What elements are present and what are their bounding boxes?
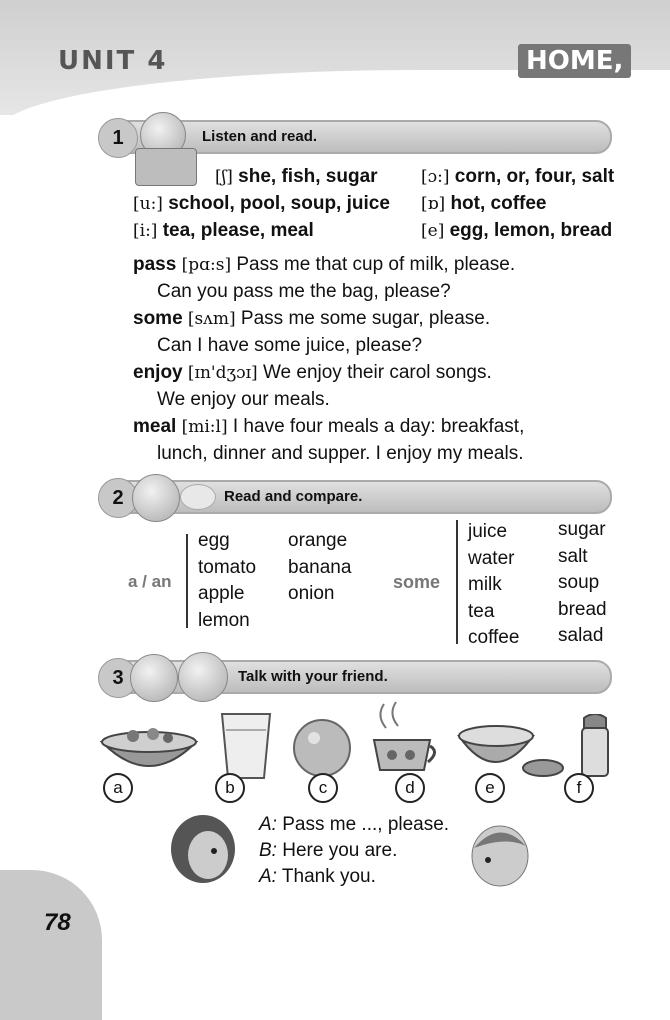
vocab-transcription: [ɪn'dʒɔɪ] (187, 363, 258, 383)
list-item: onion (288, 583, 335, 604)
footer-tab (0, 870, 102, 1020)
orange-icon (292, 718, 352, 778)
sound-symbol: [e] (421, 221, 445, 241)
list-item: coffee (468, 627, 520, 648)
divider (186, 534, 188, 628)
section1-title: Listen and read. (202, 128, 318, 145)
article-label: a / an (128, 572, 172, 591)
boy-face-icon (130, 654, 178, 702)
picture-label: f (564, 773, 594, 803)
sound-words: egg, lemon, bread (449, 220, 613, 241)
vocab-word: enjoy (133, 362, 183, 383)
dialog-text: Thank you. (281, 866, 376, 887)
dialog-line (259, 840, 397, 862)
milk-glass-icon (218, 710, 274, 782)
section2-number: 2 (98, 478, 138, 518)
picture-label: c (308, 773, 338, 803)
word-list (558, 517, 607, 650)
dialog-speaker: A: (259, 866, 277, 887)
list-item: water (468, 547, 515, 569)
list-item: banana (288, 556, 352, 578)
vocab-word: meal (133, 416, 177, 437)
picture-label: a (103, 773, 133, 803)
word-list (198, 528, 256, 634)
list-item: soup (558, 572, 600, 593)
list-item: sugar (558, 519, 606, 540)
vocab-transcription: [mi:l] (181, 417, 228, 437)
dialog-line (259, 866, 376, 888)
dialog-line (259, 814, 449, 836)
list-item: orange (288, 530, 348, 551)
dialog-speaker: A: (259, 814, 277, 835)
sound-symbol: [u:] (133, 194, 163, 214)
tea-cup-icon (370, 700, 440, 780)
vocab-entry (133, 362, 492, 384)
sound-row (133, 220, 314, 242)
sound-row (421, 193, 547, 215)
section3-title: Talk with your friend. (238, 668, 388, 685)
vocab-word: some (133, 308, 183, 329)
girl-face-icon (178, 652, 228, 702)
soup-tureen-icon (455, 712, 565, 782)
vocab-transcription: [sʌm] (187, 309, 236, 329)
vocab-example: I have four meals a day: breakfast, (232, 416, 525, 437)
sound-symbol: [i:] (133, 221, 158, 241)
sound-symbol: [ɔ:] (421, 167, 450, 187)
some-label: some (393, 572, 441, 592)
vocab-example: We enjoy our meals. (157, 389, 330, 410)
smiley-face-icon (132, 474, 180, 522)
list-item: salt (558, 545, 588, 567)
list-item: juice (468, 521, 508, 542)
word-list (468, 519, 519, 652)
vocab-word: pass (133, 254, 177, 275)
list-item: lemon (198, 609, 250, 631)
sound-words: hot, coffee (450, 193, 547, 214)
picture-label: d (395, 773, 425, 803)
sound-symbol: [ʃ] (215, 167, 233, 187)
girl-portrait-icon (168, 813, 238, 889)
vocab-transcription: [pɑ:s] (181, 255, 232, 275)
unit-badge: HOME, (518, 44, 631, 78)
vocab-entry (133, 308, 490, 330)
dialog-text: Pass me ..., please. (282, 814, 450, 835)
list-item: apple (198, 583, 245, 604)
vocab-example: Pass me that cup of milk, please. (236, 254, 516, 275)
vocab-entry (133, 254, 515, 276)
sound-row (421, 166, 614, 188)
dialog-text: Here you are. (282, 840, 398, 861)
dialog-speaker: B: (259, 840, 277, 861)
sound-row (133, 193, 390, 215)
list-item: tea (468, 600, 495, 622)
unit-title: UNIT 4 (58, 46, 168, 76)
vocab-example: Can you pass me the bag, please? (157, 281, 451, 302)
sound-row (421, 220, 612, 242)
picture-label: b (215, 773, 245, 803)
list-item: bread (558, 598, 607, 620)
thought-cloud-icon (180, 484, 216, 510)
vocab-example: Can I have some juice, please? (157, 335, 423, 356)
vocab-example: We enjoy their carol songs. (262, 362, 492, 383)
sound-words: tea, please, meal (162, 220, 314, 241)
list-item: tomato (198, 556, 257, 578)
list-item: salad (558, 625, 604, 646)
sound-words: school, pool, soup, juice (168, 193, 390, 214)
vocab-example: lunch, dinner and supper. I enjoy my meals. (157, 443, 524, 464)
boy-portrait-icon (466, 818, 532, 888)
sound-symbol: [ɒ] (421, 194, 446, 214)
list-item: egg (198, 530, 230, 551)
vocab-example: Pass me some sugar, please. (240, 308, 491, 329)
salt-shaker-icon (578, 714, 612, 778)
section3-number: 3 (98, 658, 138, 698)
picture-label: e (475, 773, 505, 803)
section1-number: 1 (98, 118, 138, 158)
book-icon (135, 148, 197, 186)
salad-bowl-icon (98, 712, 200, 780)
sound-row (215, 166, 378, 188)
sound-words: corn, or, four, salt (454, 166, 615, 187)
vocab-entry (133, 416, 524, 438)
page-number: 78 (44, 909, 71, 936)
divider (456, 520, 458, 644)
section2-title: Read and compare. (224, 488, 363, 505)
word-list (288, 528, 351, 608)
list-item: milk (468, 574, 502, 595)
sound-words: she, fish, sugar (238, 166, 378, 187)
